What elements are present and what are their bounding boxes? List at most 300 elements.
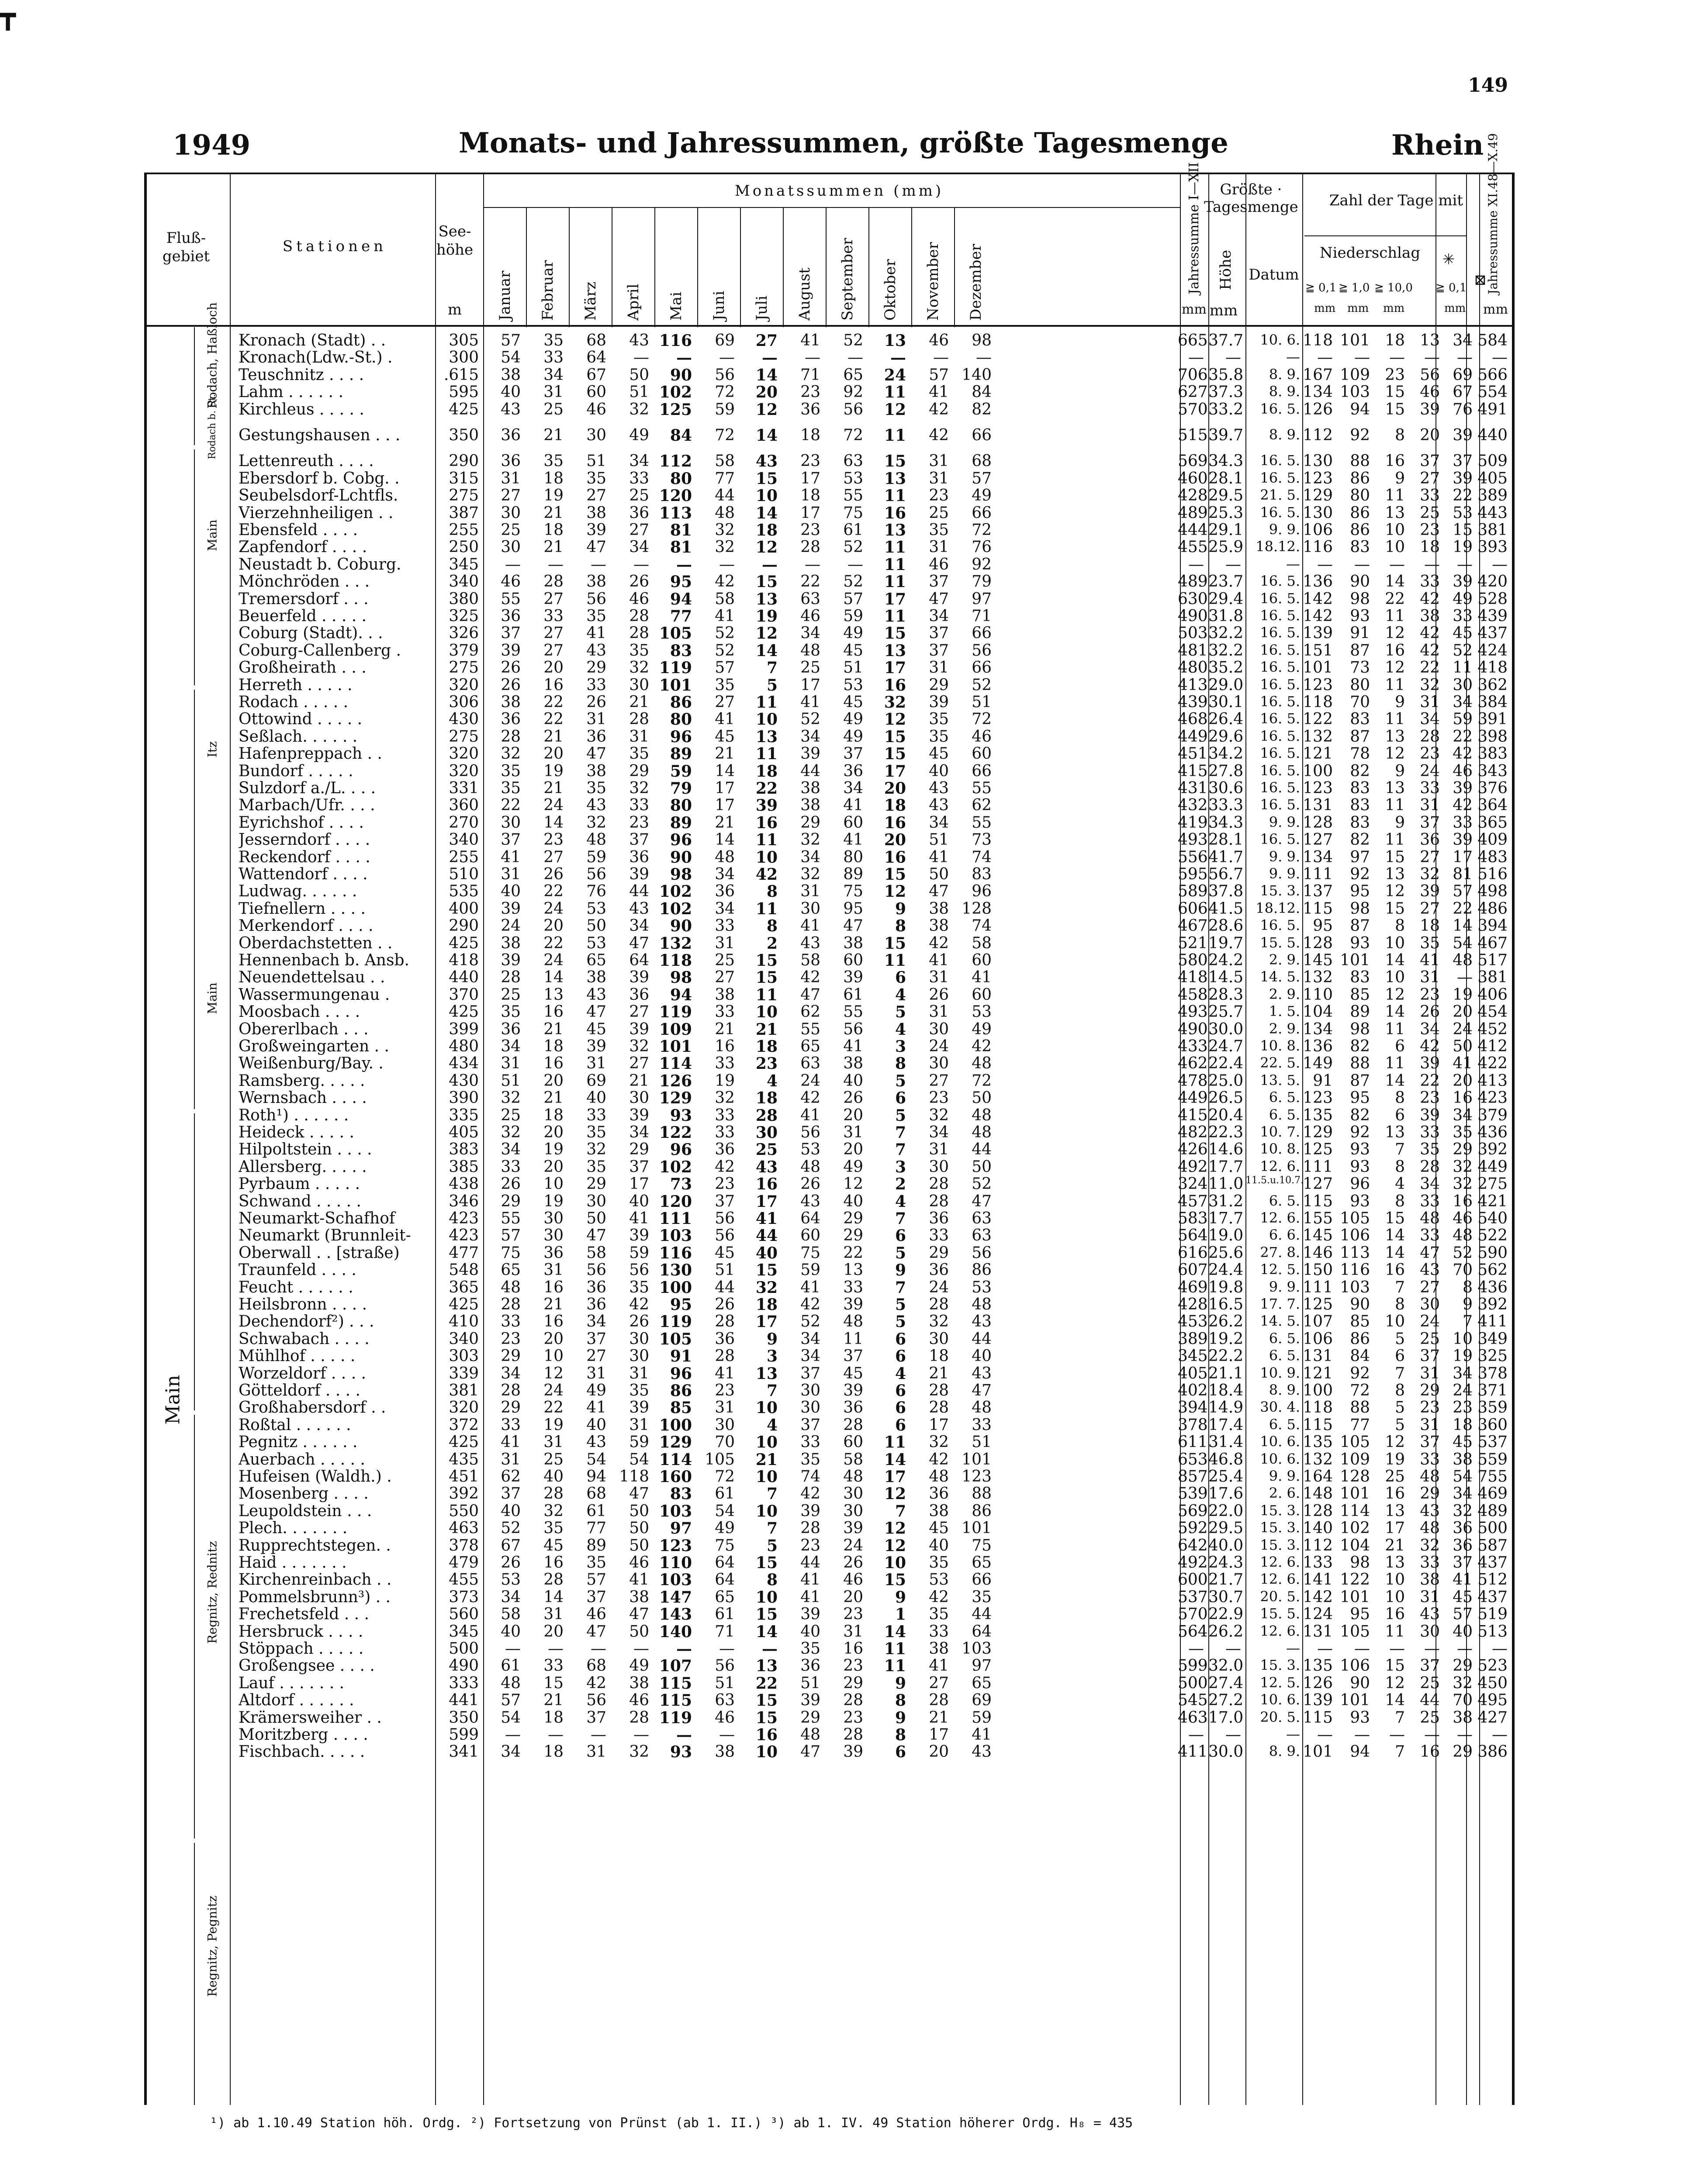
group-label: Main	[205, 982, 220, 1014]
table-cell: 13	[884, 332, 906, 350]
table-cell: 411	[1477, 1313, 1508, 1330]
table-cell: 17	[929, 1416, 949, 1434]
table-cell: 10. 9.	[1260, 1365, 1300, 1381]
table-cell: 33	[1420, 1451, 1440, 1469]
table-cell: 29.5	[1208, 487, 1244, 505]
table-cell: 7	[1395, 1743, 1405, 1761]
table-cell: 16	[884, 504, 906, 522]
table-cell: 45	[843, 693, 863, 711]
table-cell: 452	[1477, 1020, 1508, 1038]
table-cell: 56	[843, 1020, 863, 1038]
table-cell: 587	[1477, 1537, 1508, 1555]
table-cell: —	[1492, 349, 1508, 366]
table-cell: 41	[843, 831, 863, 849]
table-cell: 93	[1350, 607, 1370, 625]
table-cell: 41	[715, 710, 735, 728]
table-cell: 33	[501, 1313, 521, 1330]
table-cell: 32	[929, 1106, 949, 1124]
table-cell: 146	[1303, 1244, 1333, 1262]
group-label: Rodach, Haßloch	[205, 302, 220, 409]
table-cell: 16	[543, 1313, 564, 1330]
table-cell: 340	[449, 1330, 479, 1348]
station-name: Kronach (Stadt) . .	[239, 332, 386, 349]
table-cell: 616	[1178, 1244, 1208, 1262]
table-cell: 46	[929, 556, 949, 574]
table-cell: 96	[1350, 1175, 1370, 1193]
table-cell: 41.7	[1208, 848, 1244, 866]
table-cell: 469	[1178, 1279, 1208, 1296]
table-cell: 26	[1420, 1003, 1440, 1021]
table-cell: 21.1	[1208, 1365, 1244, 1382]
table-cell: 15	[884, 745, 906, 763]
station-name: Mühlhof . . . . .	[239, 1347, 356, 1365]
table-cell: 31	[501, 1451, 521, 1469]
table-cell: 102	[1340, 1519, 1370, 1537]
table-cell: 22.2	[1208, 1347, 1244, 1365]
table-cell: 34	[929, 607, 949, 625]
table-cell: 17.6	[1208, 1485, 1244, 1503]
table-cell: 14. 5.	[1260, 1313, 1300, 1329]
table-cell: 35	[929, 521, 949, 539]
table-row	[147, 1089, 1512, 1106]
table-cell: 34.3	[1208, 814, 1244, 832]
table-cell: 39	[1420, 401, 1440, 418]
table-cell: 29	[1453, 1140, 1473, 1158]
table-row	[147, 426, 1512, 443]
table-cell: 522	[1477, 1227, 1508, 1244]
table-cell: 41	[501, 1433, 521, 1451]
table-cell: 41	[843, 796, 863, 814]
table-cell: 2. 9.	[1269, 986, 1300, 1002]
table-cell: 40	[1453, 1623, 1473, 1641]
table-cell: 12	[1385, 745, 1405, 763]
table-cell: 32	[586, 814, 606, 832]
table-cell: 16	[884, 676, 906, 695]
table-cell: 15. 3.	[1260, 1502, 1300, 1519]
table-cell: 7	[895, 1502, 906, 1521]
station-name: Wernsbach . . . .	[239, 1089, 367, 1107]
table-cell: 126	[1303, 401, 1333, 418]
table-cell: 12. 5.	[1260, 1674, 1300, 1691]
station-name: Kirchenreinbach . .	[239, 1571, 392, 1589]
table-cell: 31	[586, 1743, 606, 1761]
table-cell: 12	[1385, 882, 1405, 900]
table-cell: 37	[715, 1192, 735, 1210]
table-row	[147, 349, 1512, 366]
table-cell: 67	[1453, 383, 1473, 401]
table-cell: 111	[1303, 865, 1333, 883]
table-cell: 26	[843, 1089, 863, 1107]
table-cell: 11	[755, 900, 778, 918]
table-cell: 47	[929, 590, 949, 608]
table-cell: 150	[1303, 1261, 1333, 1279]
table-cell: 13	[755, 1365, 778, 1383]
table-cell: 14	[1453, 917, 1473, 935]
table-row	[147, 1416, 1512, 1433]
table-cell: 83	[1350, 968, 1370, 986]
table-cell: 28	[629, 1709, 649, 1727]
table-cell: 49	[629, 1657, 649, 1675]
table-cell: 30	[629, 676, 649, 694]
table-cell: 112	[1303, 426, 1333, 444]
table-cell: 51	[501, 1072, 521, 1090]
table-cell: 10	[543, 1175, 564, 1193]
table-cell: 33	[715, 1054, 735, 1072]
table-cell: 40	[755, 1244, 778, 1262]
table-cell: 15	[1453, 521, 1473, 539]
station-name: Coburg (Stadt). . .	[239, 624, 383, 642]
table-cell: 425	[449, 1433, 479, 1451]
station-name: Worzeldorf . . . .	[239, 1365, 367, 1382]
table-cell: 112	[659, 452, 692, 470]
table-cell: 126	[1303, 1674, 1333, 1692]
table-cell: 595	[449, 383, 479, 401]
table-cell: 14.9	[1208, 1399, 1244, 1417]
table-cell: 15. 3.	[1260, 882, 1300, 899]
table-cell: 510	[449, 865, 479, 883]
header-threshold-unit-3: mm	[1383, 302, 1405, 315]
table-cell: 103	[1340, 1279, 1370, 1296]
table-cell: 101	[1340, 1588, 1370, 1606]
table-cell: 32	[501, 745, 521, 763]
table-cell: 18	[755, 1296, 778, 1314]
table-cell: 17.7	[1208, 1209, 1244, 1227]
table-cell: 32	[1453, 1674, 1473, 1692]
table-cell: 32	[543, 1502, 564, 1520]
table-cell: 87	[1350, 1072, 1370, 1090]
table-cell: 41	[800, 332, 820, 349]
table-cell: 441	[449, 1691, 479, 1709]
table-cell: 93	[1350, 934, 1370, 952]
table-cell: 128	[1340, 1468, 1370, 1486]
station-name: Großheirath . . .	[239, 659, 367, 677]
table-cell: 16	[543, 676, 564, 694]
table-cell: 51	[972, 1433, 992, 1451]
corner-mark: ┳	[0, 0, 16, 31]
table-cell: 383	[1477, 745, 1508, 763]
table-cell: 119	[659, 1313, 692, 1331]
table-cell: 16.5	[1208, 1296, 1244, 1313]
table-cell: 20	[543, 659, 564, 677]
table-cell: 61	[843, 986, 863, 1004]
table-cell: 106	[1303, 1330, 1333, 1348]
table-cell: 59	[972, 1709, 992, 1727]
table-cell: 33	[800, 1433, 820, 1451]
table-cell: 79	[972, 573, 992, 591]
table-cell: 31	[800, 882, 820, 900]
table-cell: 32	[1420, 865, 1440, 883]
table-cell: 34	[843, 779, 863, 797]
table-cell: 52	[843, 332, 863, 349]
table-cell: 528	[1477, 590, 1508, 608]
table-cell: 35	[629, 1279, 649, 1296]
table-cell: 151	[1303, 642, 1333, 660]
table-cell: 23	[800, 1537, 820, 1555]
table-cell: 290	[449, 917, 479, 935]
table-cell: 12. 6.	[1260, 1623, 1300, 1639]
table-cell: 65	[715, 1588, 735, 1606]
table-row	[147, 1020, 1512, 1037]
table-cell: 17. 7.	[1260, 1296, 1300, 1312]
table-cell: 93	[1350, 1192, 1370, 1210]
table-cell: 31	[629, 1416, 649, 1434]
table-cell: 41	[715, 607, 735, 625]
table-cell: 22.4	[1208, 1054, 1244, 1072]
table-cell: 68	[586, 1485, 606, 1503]
table-cell: 443	[1477, 504, 1508, 522]
table-cell: 49	[843, 624, 863, 642]
table-cell: 340	[449, 831, 479, 849]
table-cell: 64	[715, 1554, 735, 1572]
table-cell: 32	[715, 538, 735, 556]
table-cell: 4	[895, 986, 906, 1004]
table-cell: 29	[629, 762, 649, 780]
table-cell: 87	[1350, 642, 1370, 660]
table-cell: —	[1389, 349, 1405, 366]
table-cell: 25	[543, 1451, 564, 1469]
table-cell: —	[1354, 1726, 1370, 1744]
grid-month-line	[569, 207, 570, 327]
table-cell: 164	[1303, 1468, 1333, 1486]
station-name: Fischbach. . . . .	[239, 1743, 365, 1761]
table-cell: 25	[501, 986, 521, 1004]
table-cell: 89	[670, 745, 692, 763]
table-cell: 37	[1420, 1433, 1440, 1451]
table-cell: 27	[501, 487, 521, 505]
table-cell: 31	[929, 1140, 949, 1158]
table-cell: 96	[670, 1365, 692, 1383]
table-cell: 345	[449, 556, 479, 574]
table-cell: 31	[586, 710, 606, 728]
table-cell: 379	[1477, 1106, 1508, 1124]
table-cell: 13	[755, 728, 778, 746]
table-cell: 20	[843, 1140, 863, 1158]
table-row	[147, 1709, 1512, 1726]
table-cell: 9	[1395, 762, 1405, 780]
table-cell: 36	[1453, 1537, 1473, 1555]
table-cell: 114	[659, 1451, 692, 1469]
group-divider	[194, 1113, 195, 1410]
table-cell: 65	[501, 1261, 521, 1279]
table-cell: 53	[586, 900, 606, 918]
table-cell: 36	[629, 848, 649, 866]
table-cell: 83	[1350, 538, 1370, 556]
table-cell: 40	[501, 1623, 521, 1641]
table-cell: 61	[843, 521, 863, 539]
table-cell: 98	[1350, 590, 1370, 608]
table-cell: 16. 5.	[1260, 710, 1300, 727]
table-cell: 10	[755, 1003, 778, 1021]
table-cell: 50	[629, 1537, 649, 1555]
table-cell: 97	[972, 1657, 992, 1675]
table-cell: 10	[755, 487, 778, 505]
table-cell: 34	[501, 1037, 521, 1055]
table-cell: 17	[884, 1468, 906, 1486]
table-cell: 86	[1350, 521, 1370, 539]
table-cell: —	[1225, 556, 1241, 574]
table-cell: 33	[586, 1106, 606, 1124]
table-cell: 12. 6.	[1260, 1571, 1300, 1587]
table-row	[147, 1106, 1512, 1123]
table-cell: 22.3	[1208, 1123, 1244, 1141]
station-name: Pyrbaum . . . . .	[239, 1175, 360, 1193]
table-cell: 10	[1385, 934, 1405, 952]
table-cell: 306	[449, 693, 479, 711]
table-cell: —	[1317, 556, 1333, 574]
table-cell: 379	[449, 642, 479, 660]
table-cell: 36	[715, 882, 735, 900]
table-cell: 35	[629, 1382, 649, 1400]
table-cell: 392	[1477, 1140, 1508, 1158]
table-cell: 29	[1453, 1743, 1473, 1761]
table-cell: 12. 6.	[1260, 1209, 1300, 1226]
table-cell: 500	[1178, 1674, 1208, 1692]
table-cell: 31.2	[1208, 1192, 1244, 1210]
table-cell: 33	[715, 917, 735, 935]
table-cell: 9	[1395, 814, 1405, 832]
header-month-4: April	[625, 283, 642, 321]
table-cell: —	[1457, 1640, 1473, 1658]
table-cell: 19	[715, 1072, 735, 1090]
table-cell: 48	[972, 1123, 992, 1141]
table-cell: 21	[543, 1020, 564, 1038]
table-cell: 599	[449, 1726, 479, 1744]
table-cell: 90	[1350, 573, 1370, 591]
table-cell: 53	[972, 1003, 992, 1021]
table-cell: —	[676, 556, 692, 574]
table-cell: 19	[1453, 986, 1473, 1004]
table-cell: —	[676, 1640, 692, 1658]
table-cell: 39	[843, 1743, 863, 1761]
table-cell: 8	[766, 917, 778, 935]
table-cell: 4	[766, 1416, 778, 1434]
table-cell: 28	[629, 710, 649, 728]
table-cell: 31	[543, 1605, 564, 1623]
table-cell: 16. 5.	[1260, 401, 1300, 417]
table-cell: 80	[670, 470, 692, 488]
table-cell: 10	[755, 1468, 778, 1486]
table-cell: —	[933, 349, 949, 366]
table-cell: 69	[715, 332, 735, 349]
table-cell: 18	[543, 1743, 564, 1761]
table-cell: 58	[843, 1451, 863, 1469]
table-cell: 6	[895, 1330, 906, 1348]
table-cell: 64	[586, 349, 606, 366]
table-cell: 17	[800, 504, 820, 522]
table-cell: 105	[1340, 1209, 1370, 1227]
table-cell: 76	[586, 882, 606, 900]
table-cell: —	[633, 349, 649, 366]
table-cell: 275	[449, 728, 479, 746]
table-cell: 101	[659, 676, 692, 695]
header-month-3: März	[582, 281, 599, 321]
table-cell: 31	[843, 1123, 863, 1141]
table-cell: 121	[1303, 745, 1333, 763]
table-cell: 129	[1303, 1123, 1333, 1141]
table-cell: 41	[586, 1399, 606, 1417]
table-cell: 30. 4.	[1260, 1399, 1300, 1415]
table-cell: 23	[800, 452, 820, 470]
grid-vline	[435, 174, 436, 2105]
table-cell: 11	[884, 556, 906, 574]
table-cell: 11	[843, 1330, 863, 1348]
table-cell: 10. 6.	[1260, 1451, 1300, 1467]
table-cell: 18	[755, 521, 778, 539]
table-cell: 31	[543, 1261, 564, 1279]
table-cell: 77	[715, 470, 735, 487]
table-cell: 40	[501, 383, 521, 401]
table-cell: 15	[543, 1674, 564, 1692]
table-cell: 43	[629, 332, 649, 349]
table-cell: 29	[1420, 1382, 1440, 1400]
table-cell: 63	[843, 452, 863, 470]
group-divider	[194, 690, 195, 1109]
table-cell: 381	[1477, 521, 1508, 539]
table-cell: —	[1389, 1726, 1405, 1744]
table-cell: 68	[972, 452, 992, 470]
table-cell: 1	[895, 1605, 906, 1624]
table-cell: 51	[800, 1674, 820, 1692]
table-cell: 82	[1350, 762, 1370, 780]
table-cell: 8	[1395, 1296, 1405, 1313]
table-cell: 43	[800, 1192, 820, 1210]
table-cell: 16	[755, 1726, 778, 1744]
table-cell: 18	[800, 426, 820, 444]
table-cell: —	[591, 1726, 606, 1744]
table-cell: 16. 5.	[1260, 762, 1300, 779]
table-cell: —	[1457, 556, 1473, 574]
table-cell: 58	[800, 951, 820, 969]
table-cell: 14	[1385, 1072, 1405, 1090]
table-cell: 34	[1420, 710, 1440, 728]
table-cell: 39	[1453, 426, 1473, 444]
table-cell: —	[548, 556, 564, 574]
station-name: Neumarkt (Brunnleit-	[239, 1227, 411, 1244]
station-name: Ebersdorf b. Cobg. .	[239, 470, 400, 487]
table-cell: 378	[1477, 1365, 1508, 1382]
table-cell: 40	[629, 1192, 649, 1210]
table-cell: 33	[586, 676, 606, 694]
table-cell: 32	[629, 1037, 649, 1055]
table-cell: 570	[1178, 401, 1208, 418]
table-row	[147, 332, 1512, 349]
station-name: Krämersweiher . .	[239, 1709, 382, 1727]
table-cell: 53	[586, 934, 606, 952]
table-cell: 59	[629, 1433, 649, 1451]
grid-vline	[483, 174, 484, 2105]
table-cell: —	[805, 556, 820, 574]
table-cell: 32	[1453, 1158, 1473, 1176]
table-cell: 95	[1313, 917, 1333, 935]
table-cell: 12. 6.	[1260, 1158, 1300, 1175]
table-cell: 27	[543, 642, 564, 660]
header-groesste: Größte · Tagesmenge	[1204, 181, 1298, 216]
table-cell: 43	[586, 986, 606, 1004]
table-cell: 86	[1350, 1330, 1370, 1348]
table-cell: 438	[449, 1175, 479, 1193]
table-cell: 44	[755, 1227, 778, 1245]
table-cell: 13. 5.	[1260, 1072, 1300, 1089]
table-cell: 120	[659, 487, 692, 505]
table-cell: —	[1354, 1640, 1370, 1658]
table-cell: 81	[670, 538, 692, 556]
table-cell: —	[1424, 349, 1440, 366]
table-cell: 325	[1477, 1347, 1508, 1365]
table-cell: 18	[543, 1037, 564, 1055]
table-cell: 38	[501, 366, 521, 384]
table-cell: 290	[449, 452, 479, 470]
table-cell: 34	[1453, 1485, 1473, 1503]
